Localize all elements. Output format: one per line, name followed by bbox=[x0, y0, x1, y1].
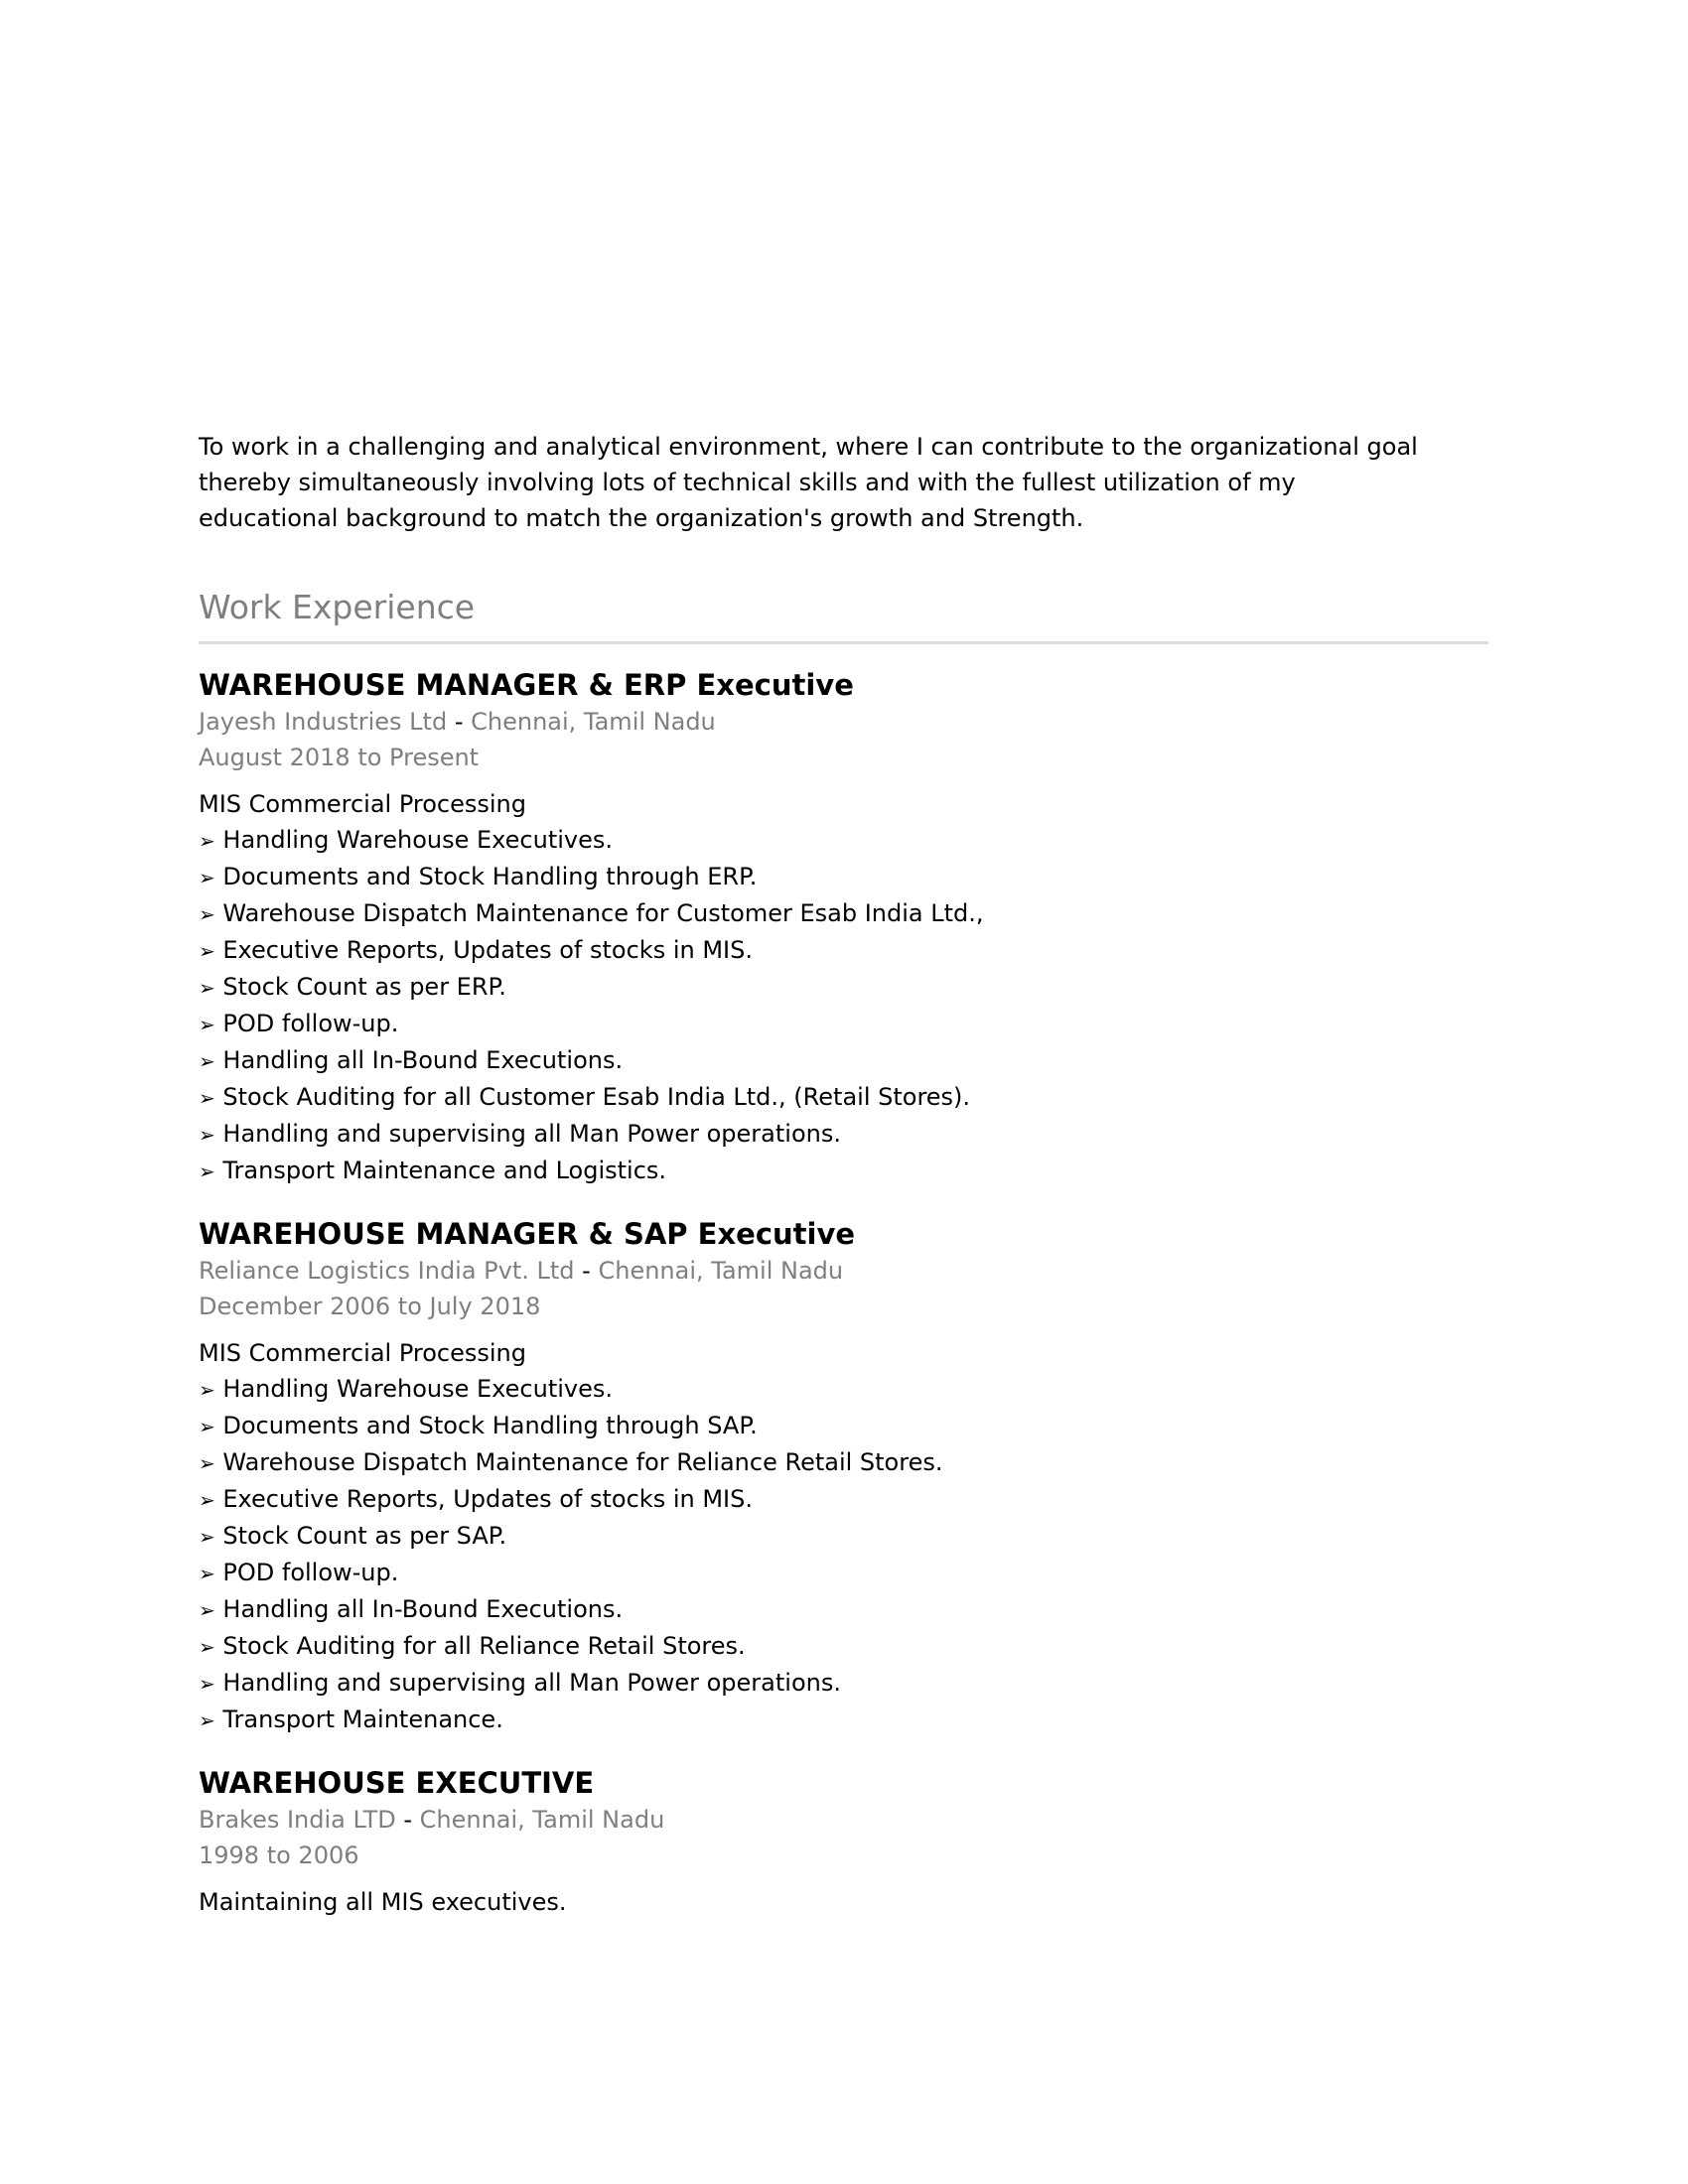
arrow-bullet-icon: ➢ bbox=[199, 1488, 215, 1512]
job-entry bbox=[199, 1215, 1489, 1738]
bullet-text: Executive Reports, Updates of stocks in MIS. bbox=[214, 936, 753, 964]
bullet-text: Warehouse Dispatch Maintenance for Customer Esab India Ltd., bbox=[214, 899, 984, 927]
job-list bbox=[199, 666, 1489, 1920]
job-separator: - bbox=[447, 708, 472, 736]
list-item bbox=[199, 859, 1489, 895]
job-company-line bbox=[199, 1802, 1489, 1838]
job-title: WAREHOUSE MANAGER & ERP Executive bbox=[199, 668, 854, 702]
job-company: Jayesh Industries Ltd bbox=[199, 708, 448, 736]
job-description bbox=[199, 786, 1489, 1189]
arrow-bullet-icon: ➢ bbox=[199, 1451, 215, 1475]
bullet-text: POD follow-up. bbox=[214, 1559, 399, 1586]
resume-page bbox=[199, 429, 1489, 1920]
job-company-line bbox=[199, 1253, 1489, 1289]
arrow-bullet-icon: ➢ bbox=[199, 1525, 215, 1549]
job-location: Chennai, Tamil Nadu bbox=[419, 1806, 665, 1834]
job-dates: December 2006 to July 2018 bbox=[199, 1293, 541, 1320]
list-item bbox=[199, 1153, 1489, 1189]
arrow-bullet-icon: ➢ bbox=[199, 939, 215, 963]
bullet-text: Stock Count as per SAP. bbox=[214, 1522, 507, 1550]
arrow-bullet-icon: ➢ bbox=[199, 1635, 215, 1659]
arrow-bullet-icon: ➢ bbox=[199, 866, 215, 889]
arrow-bullet-icon: ➢ bbox=[199, 1013, 215, 1036]
job-entry bbox=[199, 1764, 1489, 1920]
list-item bbox=[199, 1481, 1489, 1518]
objective-text: To work in a challenging and analytical environment, where I can contribute to the organizational goal thereby simultaneously involving lots of technical skills and with the fullest utilization of my educational background to match the organization's growth and Strength. bbox=[199, 433, 1418, 532]
arrow-bullet-icon: ➢ bbox=[199, 1672, 215, 1696]
bullet-text: Documents and Stock Handling through ERP. bbox=[214, 863, 758, 890]
bullet-text: Stock Auditing for all Reliance Retail Stores. bbox=[214, 1632, 746, 1660]
arrow-bullet-icon: ➢ bbox=[199, 829, 215, 853]
bullet-text: Handling all In-Bound Executions. bbox=[214, 1595, 624, 1623]
job-location: Chennai, Tamil Nadu bbox=[471, 708, 716, 736]
bullet-text: Stock Count as per ERP. bbox=[214, 973, 506, 1001]
arrow-bullet-icon: ➢ bbox=[199, 1415, 215, 1438]
list-item bbox=[199, 1444, 1489, 1481]
job-separator: - bbox=[395, 1806, 420, 1834]
job-dates: 1998 to 2006 bbox=[199, 1842, 359, 1869]
list-item bbox=[199, 1042, 1489, 1079]
list-item bbox=[199, 1665, 1489, 1702]
job-bullet-list bbox=[199, 822, 1489, 1189]
section-title-work-experience: Work Experience bbox=[199, 588, 476, 626]
list-item bbox=[199, 1555, 1489, 1591]
list-item bbox=[199, 822, 1489, 859]
job-intro: MIS Commercial Processing bbox=[199, 790, 526, 818]
arrow-bullet-icon: ➢ bbox=[199, 902, 215, 926]
bullet-text: Handling and supervising all Man Power operations. bbox=[214, 1669, 841, 1697]
list-item bbox=[199, 932, 1489, 969]
job-company: Brakes India LTD bbox=[199, 1806, 396, 1834]
list-item bbox=[199, 895, 1489, 932]
list-item bbox=[199, 1371, 1489, 1408]
list-item bbox=[199, 969, 1489, 1006]
list-item bbox=[199, 1408, 1489, 1444]
list-item bbox=[199, 1116, 1489, 1153]
job-intro: Maintaining all MIS executives. bbox=[199, 1888, 567, 1916]
section-divider bbox=[199, 641, 1488, 644]
arrow-bullet-icon: ➢ bbox=[199, 1562, 215, 1585]
list-item bbox=[199, 1628, 1489, 1665]
arrow-bullet-icon: ➢ bbox=[199, 976, 215, 1000]
list-item bbox=[199, 1702, 1489, 1738]
arrow-bullet-icon: ➢ bbox=[199, 1049, 215, 1073]
bullet-text: Transport Maintenance. bbox=[214, 1706, 503, 1733]
job-title: WAREHOUSE MANAGER & SAP Executive bbox=[199, 1217, 856, 1251]
bullet-text: Handling all In-Bound Executions. bbox=[214, 1046, 624, 1074]
list-item bbox=[199, 1006, 1489, 1042]
job-description bbox=[199, 1335, 1489, 1738]
arrow-bullet-icon: ➢ bbox=[199, 1708, 215, 1732]
bullet-text: Handling Warehouse Executives. bbox=[214, 1375, 613, 1403]
bullet-text: Handling and supervising all Man Power operations. bbox=[214, 1120, 841, 1148]
job-title: WAREHOUSE EXECUTIVE bbox=[199, 1766, 595, 1800]
list-item bbox=[199, 1079, 1489, 1116]
job-company-line bbox=[199, 704, 1489, 740]
job-dates: August 2018 to Present bbox=[199, 744, 480, 771]
job-entry bbox=[199, 666, 1489, 1189]
bullet-text: Warehouse Dispatch Maintenance for Reliance Retail Stores. bbox=[214, 1448, 943, 1476]
job-intro: MIS Commercial Processing bbox=[199, 1339, 526, 1367]
bullet-text: Transport Maintenance and Logistics. bbox=[214, 1157, 667, 1184]
job-location: Chennai, Tamil Nadu bbox=[598, 1257, 844, 1285]
bullet-text: POD follow-up. bbox=[214, 1010, 399, 1037]
bullet-text: Handling Warehouse Executives. bbox=[214, 826, 613, 854]
arrow-bullet-icon: ➢ bbox=[199, 1123, 215, 1147]
arrow-bullet-icon: ➢ bbox=[199, 1598, 215, 1622]
list-item bbox=[199, 1518, 1489, 1555]
arrow-bullet-icon: ➢ bbox=[199, 1086, 215, 1110]
job-separator: - bbox=[574, 1257, 599, 1285]
bullet-text: Stock Auditing for all Customer Esab India Ltd., (Retail Stores). bbox=[214, 1083, 971, 1111]
bullet-text: Executive Reports, Updates of stocks in MIS. bbox=[214, 1485, 753, 1513]
bullet-text: Documents and Stock Handling through SAP. bbox=[214, 1412, 758, 1439]
list-item bbox=[199, 1591, 1489, 1628]
arrow-bullet-icon: ➢ bbox=[199, 1378, 215, 1402]
arrow-bullet-icon: ➢ bbox=[199, 1160, 215, 1183]
job-bullet-list bbox=[199, 1371, 1489, 1738]
job-description bbox=[199, 1884, 1489, 1920]
job-company: Reliance Logistics India Pvt. Ltd bbox=[199, 1257, 575, 1285]
